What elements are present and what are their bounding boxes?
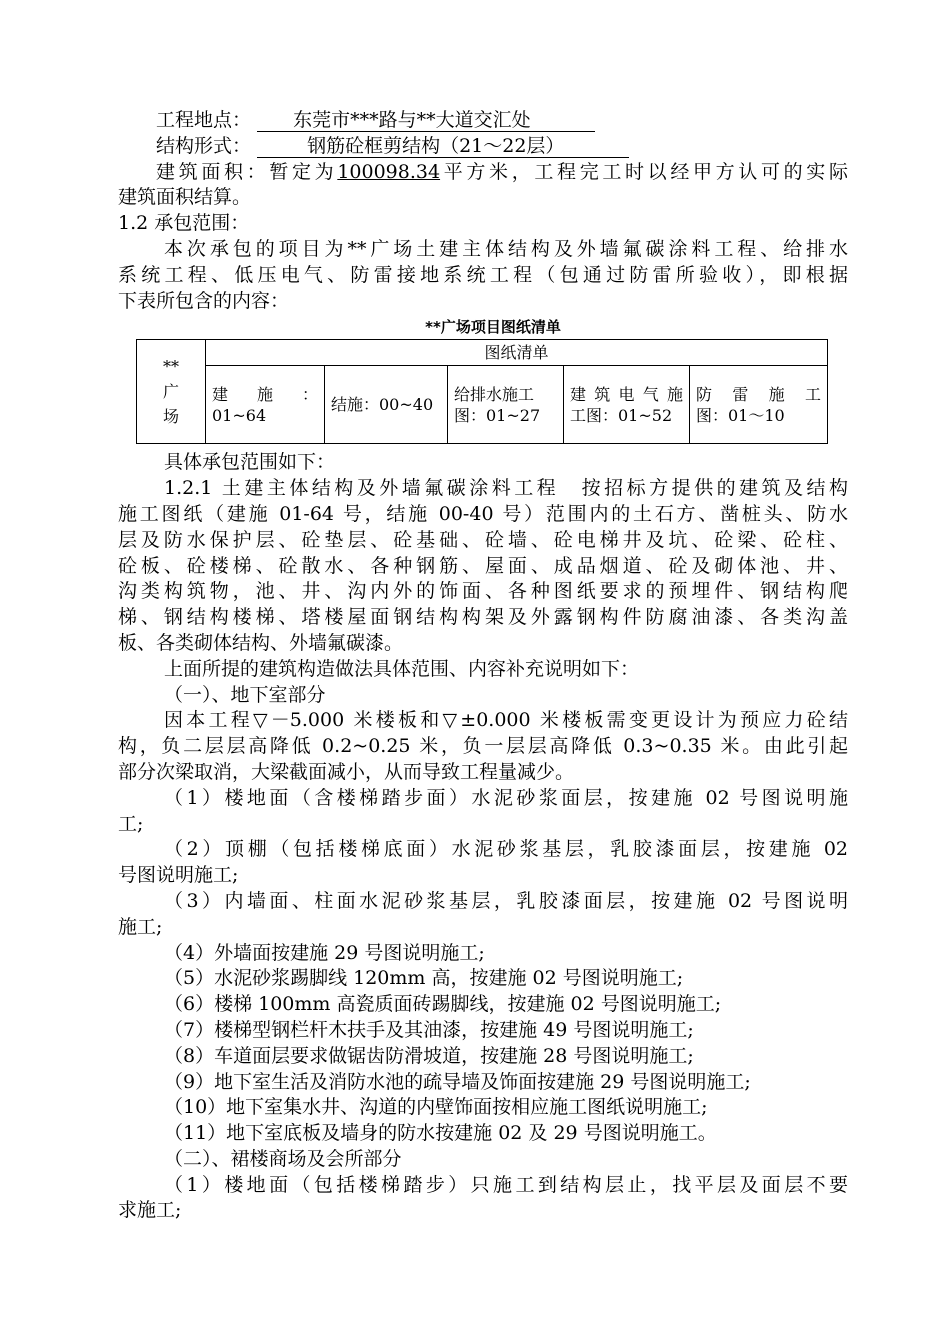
body-line: （2）顶棚（包括楼梯底面）水泥砂浆基层，乳胶漆面层，按建施 02 <box>164 838 848 861</box>
body-line: 砼板、砼楼梯、砼散水、各种钢筋、屋面、成品烟道、砼及砌体池、井、 <box>118 554 848 577</box>
table-cell <box>206 366 325 444</box>
body-line: （3）内墙面、柱面水泥砂浆基层，乳胶漆面层，按建施 02 号图说明 <box>164 889 848 912</box>
table-header-row <box>137 340 828 366</box>
area-value: 100098.34 <box>337 160 441 183</box>
body-line: 上面所提的建筑构造做法具体范围、内容补充说明如下： <box>164 657 640 680</box>
body-line: （5）水泥砂浆踢脚线 120mm 高，按建施 02 号图说明施工; <box>164 967 684 990</box>
table-cell <box>448 366 564 444</box>
side-label-line: 场 <box>162 407 179 427</box>
structure-label: 结构形式： <box>156 134 252 157</box>
cell-line: 01~64 <box>212 405 267 425</box>
table-cell <box>690 366 828 444</box>
body-line: 工; <box>118 812 144 835</box>
body-line: 层及防水保护层、砼垫层、砼基础、砼墙、砼电梯井及坑、砼梁、砼柱、 <box>118 528 848 551</box>
body-line: （8）车道面层要求做锯齿防滑坡道，按建施 28 号图说明施工; <box>164 1044 694 1067</box>
cell-line: 结施：00~40 <box>331 395 434 415</box>
cell-line: 防雷施工 <box>696 384 821 404</box>
body-line: 求施工; <box>118 1199 182 1222</box>
scope-intro-line-2: 系统工程、低压电气、防雷接地系统工程（包通过防雷所验收），即根据 <box>118 263 848 286</box>
table-caption: **广场项目图纸清单 <box>425 318 561 337</box>
table-row <box>137 366 828 444</box>
location-label: 工程地点： <box>156 109 252 131</box>
body-line: 沟类构筑物，池、井、沟内外的饰面、各种图纸要求的预埋件、钢结构爬 <box>118 580 848 603</box>
body-text <box>118 450 848 1224</box>
location-line <box>118 108 848 134</box>
body-line: 部分次梁取消，大梁截面减小，从而导致工程量减少。 <box>118 760 575 783</box>
structure-value: 钢筋砼框剪结构（21～22层） <box>307 134 565 157</box>
scope-intro-line-3: 下表所包含的内容： <box>118 289 290 312</box>
structure-value-field <box>257 136 629 158</box>
body-line: （二）、裙楼商场及会所部分 <box>164 1147 402 1170</box>
location-value: 东莞市***路与**大道交汇处 <box>293 109 531 131</box>
body-line: （7）楼梯型钢栏杆木扶手及其油漆，按建施 49 号图说明施工; <box>164 1018 694 1041</box>
body-line: （10）地下室集水井、沟道的内壁饰面按相应施工图纸说明施工; <box>164 1096 708 1119</box>
table-header: 图纸清单 <box>206 340 828 366</box>
cell-line: 建筑电气施 <box>570 384 683 404</box>
body-line: 构，负二层层高降低 0.2~0.25 米，负一层层高降低 0.3~0.35 米。由此引起 <box>118 735 848 758</box>
body-line: 号图说明施工; <box>118 864 239 887</box>
scope-heading: 1.2 承包范围： <box>118 212 250 235</box>
body-line: （一）、地下室部分 <box>164 683 326 706</box>
body-line: （1）楼地面（包括楼梯踏步）只施工到结构层止，找平层及面层不要 <box>164 1173 848 1196</box>
structure-line <box>118 134 848 160</box>
drawing-list-table <box>136 339 828 444</box>
body-line: （9）地下室生活及消防水池的疏导墙及饰面按建施 29 号图说明施工; <box>164 1070 751 1093</box>
table-side-label <box>137 340 206 444</box>
area-post: 平方米，工程完工时以经甲方认可的实际 <box>440 160 848 183</box>
cell-line: 图：01~27 <box>454 405 541 425</box>
cell-line: 给排水施工 <box>454 384 535 404</box>
cell-line: 图：01～10 <box>696 405 785 425</box>
body-line: 施工; <box>118 915 163 938</box>
body-line: （11）地下室底板及墙身的防水按建施 02 及 29 号图说明施工。 <box>164 1122 717 1145</box>
area-label: 建筑面积： <box>156 160 270 183</box>
body-line: 施工图纸（建施 01-64 号，结施 00-40 号）范围内的土石方、凿桩头、防水 <box>118 502 848 525</box>
cell-line: 工图：01~52 <box>570 405 673 425</box>
body-line: 具体承包范围如下： <box>164 451 336 474</box>
side-label-line: 广 <box>162 382 179 402</box>
table-cell <box>564 366 690 444</box>
document-page <box>118 108 848 1224</box>
body-line: 梯、钢结构楼梯、塔楼屋面钢结构构架及外露钢构件防腐油漆、各类沟盖 <box>118 606 848 629</box>
area-pre: 暂定为 <box>269 160 338 183</box>
body-line: （1）楼地面（含楼梯踏步面）水泥砂浆面层，按建施 02 号图说明施 <box>164 786 848 809</box>
scope-intro-line-1: 本次承包的项目为**广场土建主体结构及外墙氟碳涂料工程、给排水 <box>164 237 848 260</box>
area-continuation: 建筑面积结算。 <box>118 186 252 209</box>
table-cell <box>325 366 448 444</box>
side-label-line: ** <box>163 357 179 377</box>
cell-line: 建 施 ： <box>212 384 318 404</box>
area-line <box>118 160 848 186</box>
body-line: （6）楼梯 100mm 高瓷质面砖踢脚线，按建施 02 号图说明施工; <box>164 993 722 1016</box>
location-value-field <box>257 110 595 132</box>
body-line: 1.2.1 土建主体结构及外墙氟碳涂料工程 按招标方提供的建筑及结构 <box>164 477 848 500</box>
body-line: 板、各类砌体结构、外墙氟碳漆。 <box>118 631 404 654</box>
body-line: 因本工程▽－5.000 米楼板和▽±0.000 米楼板需变更设计为预应力砼结 <box>164 709 848 732</box>
body-line: （4）外墙面按建施 29 号图说明施工; <box>164 941 485 964</box>
